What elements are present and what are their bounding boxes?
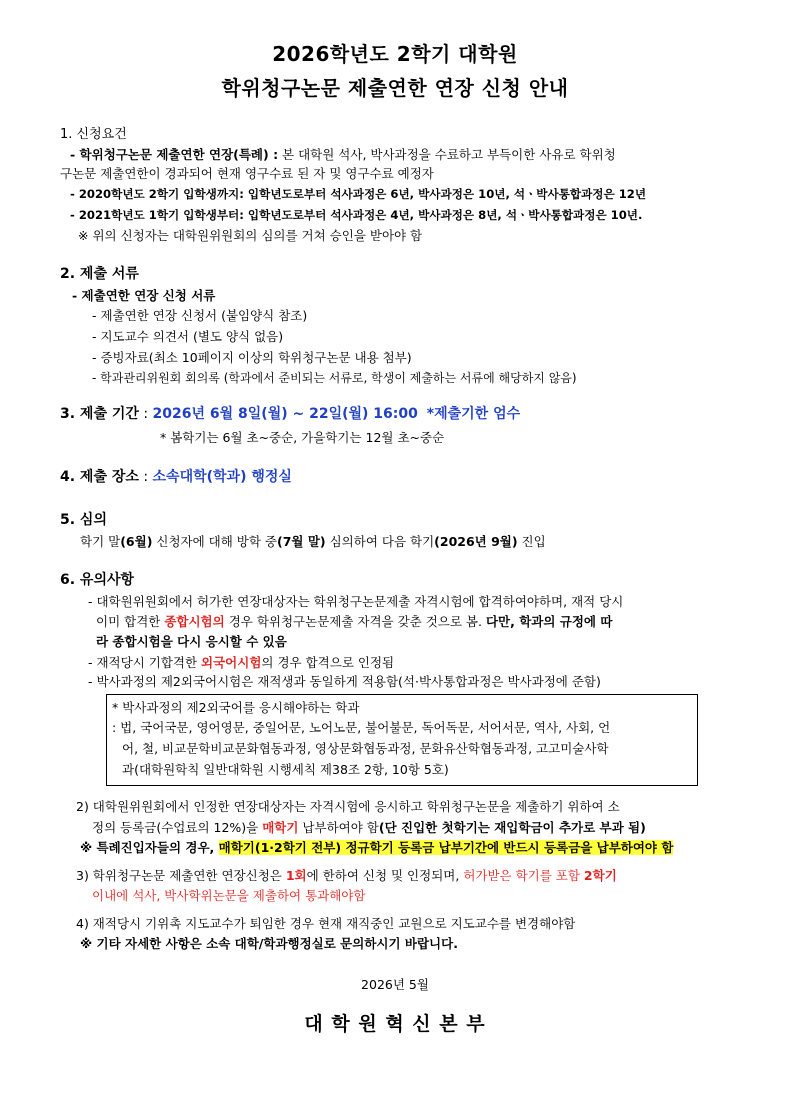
submission-period: 2026년 6월 8일(월) ~ 22일(월) 16:00 [152,406,418,422]
text: 에 한하여 신청 및 인정되며, [306,868,464,883]
bold-text: (6월) [120,534,153,549]
highlight-text: 매학기 [262,820,299,835]
colon: : [138,469,153,485]
section-5-heading: 5. 심의 [60,512,107,528]
text: 이미 합격한 [96,614,165,629]
section-6-heading: 6. 유의사항 [60,572,135,588]
section-4-line [60,468,292,487]
section-4-heading: 4. 제출 장소 [60,469,139,485]
text: 경우 학위청구논문제출 자격을 갖춘 것으로 봄. [224,614,486,629]
text: 3) 학위청구논문 제출연한 연장신청은 [76,868,286,883]
box-title: * 박사과정의 제2외국어를 응시해야하는 학과 [112,700,360,715]
section-2-heading: 2. 제출 서류 [60,266,139,282]
bold-text: 다만, 학과의 규정에 따 [485,614,613,629]
bold-text: (2026년 9월) [434,534,518,549]
text: - 재적당시 기합격한 [88,655,202,670]
doc-item-2: - 지도교수 의견서 (별도 양식 없음) [92,329,284,344]
section-5-text [80,532,546,551]
note-2 [88,653,394,672]
document-title-line2: 학위청구논문 제출연한 연장 신청 안내 [221,76,569,100]
doc-item-1: - 제출연한 연장 신청서 (붙임양식 참조) [92,308,308,323]
lead-bold: - 학위청구논문 제출연한 연장(특례) : [70,147,279,162]
note-3: - 박사과정의 제2외국어시험은 재적생과 동일하게 적용함(석·박사통합과정은 박사과정에 준함) [88,674,601,689]
section-3-note: * 봄학기는 6월 초~중순, 가을학기는 12월 초~중순 [160,430,445,445]
doc-item-3: - 증빙자료(최소 10페이지 이상의 학위청구논문 내용 첨부) [92,350,412,365]
item-3-line-b: 이내에 석사, 박사학위논문을 제출하여 통과해야함 [92,888,366,903]
box-line-2: 어, 철, 비교문학비교문화협동과정, 영상문화협동과정, 문화유산학협동과정, 고고미술사학 [122,741,609,756]
rule-2020: - 2020학년도 2학기 입학생까지: 입학년도로부터 석사과정은 6년, 박사과정은 10년, 석ㆍ박사통합과정은 12년 [70,187,647,201]
text: 학기 말 [80,534,121,549]
highlight-text: 종합시험의 [164,614,225,629]
deadline-strict: *제출기한 엄수 [426,406,521,422]
colon: : [138,406,153,422]
box-line-1: : 법, 국어국문, 영어영문, 중일어문, 노어노문, 불어불문, 독어독문, 서어서문, 역사, 사회, 언 [112,720,611,735]
text: 진입 [517,534,546,549]
highlight-text: 2학기 [583,868,617,883]
section-1-note: ※ 위의 신청자는 대학원위원회의 심의를 거쳐 승인을 받아야 함 [78,228,423,243]
submission-place: 소속대학(학과) 행정실 [152,469,292,485]
bold-text: (단 진입한 첫학기는 재입학금이 추가로 부과 됨) [378,820,646,835]
box-line-3: 과(대학원학칙 일반대학원 시행세칙 제38조 2항, 10항 5호) [122,762,449,777]
item-4: 4) 재적당시 기위촉 지도교수가 퇴임한 경우 현재 재직중인 교원으로 지도교수를 변경해야함 [76,916,576,931]
section-1-heading: 1. 신청요건 [60,127,127,142]
text: 납부하여야 함 [298,820,379,835]
text: ※ 특례진입자들의 경우, [80,840,219,855]
text: 신청자에 대해 방학 중 [152,534,277,549]
document-title-line1: 2026학년도 2학기 대학원 [272,42,518,66]
highlighted-text: 매학기(1·2학기 전부) 정규학기 등록금 납부기간에 반드시 등록금을 납부하여야 함 [218,840,674,855]
note-1-line-b [96,612,612,631]
item-4-note: ※ 기타 자세한 사항은 소속 대학/학과행정실로 문의하시기 바랍니다. [80,936,458,951]
section-1-lead-cont: 구논문 제출연한이 경과되어 현재 영구수료 된 자 및 영구수료 예정자 [60,166,434,181]
note-1-line-a: - 대학원위원회에서 허가한 연장대상자는 학위청구논문제출 자격시험에 합격하여야하며, 재적 당시 [88,594,624,609]
text: 정의 등록금(수업료의 12%)을 [92,820,263,835]
text: 의 경우 합격으로 인정됨 [261,655,395,670]
section-2-sub: - 제출연한 연장 신청 서류 [72,288,216,303]
item-2-line-a: 2) 대학원위원회에서 인정한 연장대상자는 자격시험에 응시하고 학위청구논문을 제출하기 위하여 소 [76,799,620,814]
item-3-line-a [76,866,617,885]
highlight-text: 외국어시험 [201,655,262,670]
section-1-lead [70,145,616,164]
doc-item-4: - 학과관리위원회 회의록 (학과에서 준비되는 서류로, 학생이 제출하는 서류에 해당하지 않음) [92,371,577,385]
highlight-text: 1회 [285,868,307,883]
rule-2021: - 2021학년도 1학기 입학생부터: 입학년도로부터 석사과정은 4년, 박사과정은 8년, 석ㆍ박사통합과정은 10년. [70,208,643,222]
note-1-line-c: 라 종합시험을 다시 응시할 수 있음 [96,634,287,649]
issue-date: 2026년 5월 [361,977,429,992]
section-3-line [60,405,520,424]
bold-text: (7월 말) [276,534,326,549]
lead-text: 본 대학원 석사, 박사과정을 수료하고 부득이한 사유로 학위청 [278,147,616,162]
item-2-line-b [92,818,646,837]
text: 심의하여 다음 학기 [325,534,435,549]
item-2-special-note [80,838,673,857]
section-3-heading: 3. 제출 기간 [60,406,139,422]
highlight-text: 허가받은 학기를 포함 [463,868,584,883]
issuer: 대 학 원 혁 신 본 부 [304,1013,486,1035]
